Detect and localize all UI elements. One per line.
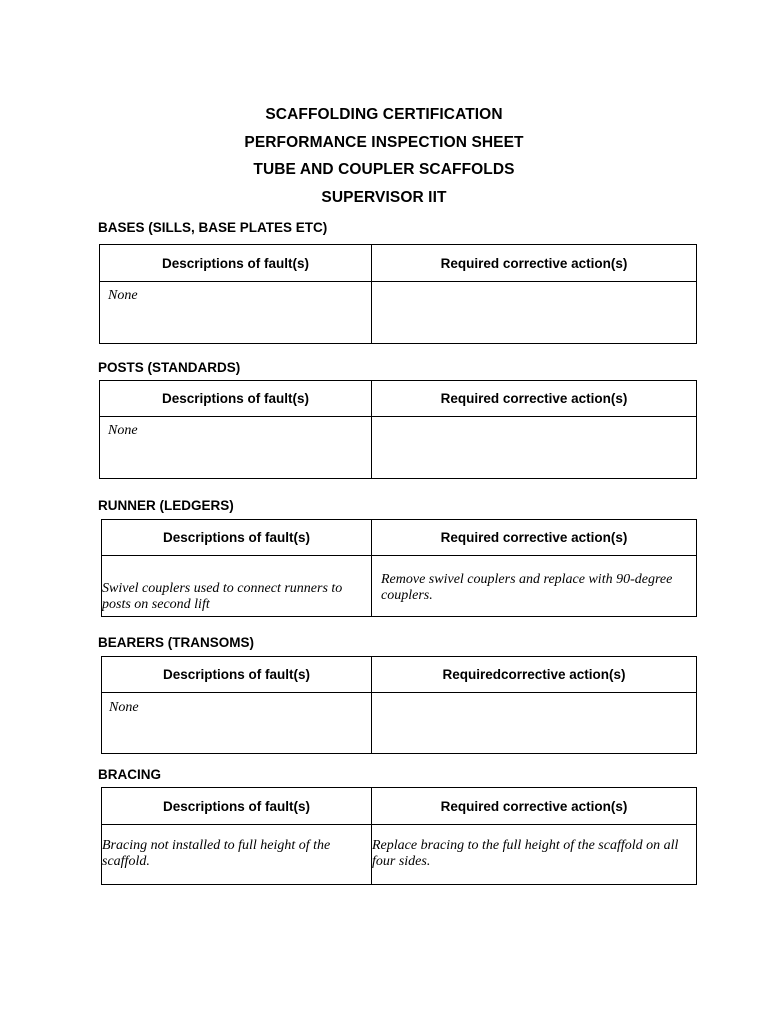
column-header-actions: Required corrective action(s): [372, 245, 697, 282]
title-line-4: SUPERVISOR IIT: [321, 188, 447, 206]
section-heading-bearers: BEARERS (TRANSOMS): [98, 635, 255, 650]
fault-description-text: None: [109, 700, 139, 715]
corrective-action-cell[interactable]: [372, 825, 697, 885]
column-header-faults: Descriptions of fault(s): [100, 245, 372, 282]
fault-description-text: Swivel couplers used to connect runners to posts on second lift: [102, 581, 343, 612]
fault-description-cell[interactable]: [100, 282, 372, 344]
column-header-actions: Requiredcorrective action(s): [372, 657, 697, 693]
column-header-faults: Descriptions of fault(s): [102, 657, 372, 693]
corrective-action-cell[interactable]: [372, 417, 697, 479]
fault-description-text: None: [108, 288, 138, 303]
section-heading-bases: BASES (SILLS, BASE PLATES ETC): [98, 220, 328, 235]
inspection-table-posts: [99, 380, 697, 479]
fault-description-text: Bracing not installed to full height of the scaffold.: [102, 838, 331, 869]
inspection-table-bearers: [101, 656, 697, 754]
document-title: [0, 101, 768, 211]
corrective-action-cell[interactable]: [372, 282, 697, 344]
corrective-action-cell[interactable]: [372, 556, 697, 617]
fault-description-cell[interactable]: [100, 417, 372, 479]
column-header-faults: Descriptions of fault(s): [100, 381, 372, 417]
title-line-3: TUBE AND COUPLER SCAFFOLDS: [253, 161, 515, 178]
inspection-table-runner: [101, 519, 697, 617]
column-header-faults: Descriptions of fault(s): [102, 520, 372, 556]
column-header-actions: Required corrective action(s): [372, 381, 697, 417]
inspection-table-bracing: [101, 787, 697, 885]
fault-description-cell[interactable]: [102, 556, 372, 617]
corrective-action-text: Replace bracing to the full height of the scaffold on all four sides.: [372, 838, 679, 869]
section-heading-bracing: BRACING: [98, 767, 161, 782]
fault-description-cell[interactable]: [102, 693, 372, 754]
section-heading-posts: POSTS (STANDARDS): [98, 360, 241, 375]
fault-description-cell[interactable]: [102, 825, 372, 885]
column-header-actions: Required corrective action(s): [372, 788, 697, 825]
corrective-action-cell[interactable]: [372, 693, 697, 754]
inspection-table-bases: [99, 244, 697, 344]
title-line-2: PERFORMANCE INSPECTION SHEET: [244, 133, 524, 151]
column-header-faults: Descriptions of fault(s): [102, 788, 372, 825]
corrective-action-text: Remove swivel couplers and replace with 90-degree couplers.: [381, 572, 673, 603]
column-header-actions: Required corrective action(s): [372, 520, 697, 556]
title-line-1: SCAFFOLDING CERTIFICATION: [265, 106, 503, 123]
fault-description-text: None: [108, 423, 138, 438]
section-heading-runner: RUNNER (LEDGERS): [98, 498, 234, 513]
